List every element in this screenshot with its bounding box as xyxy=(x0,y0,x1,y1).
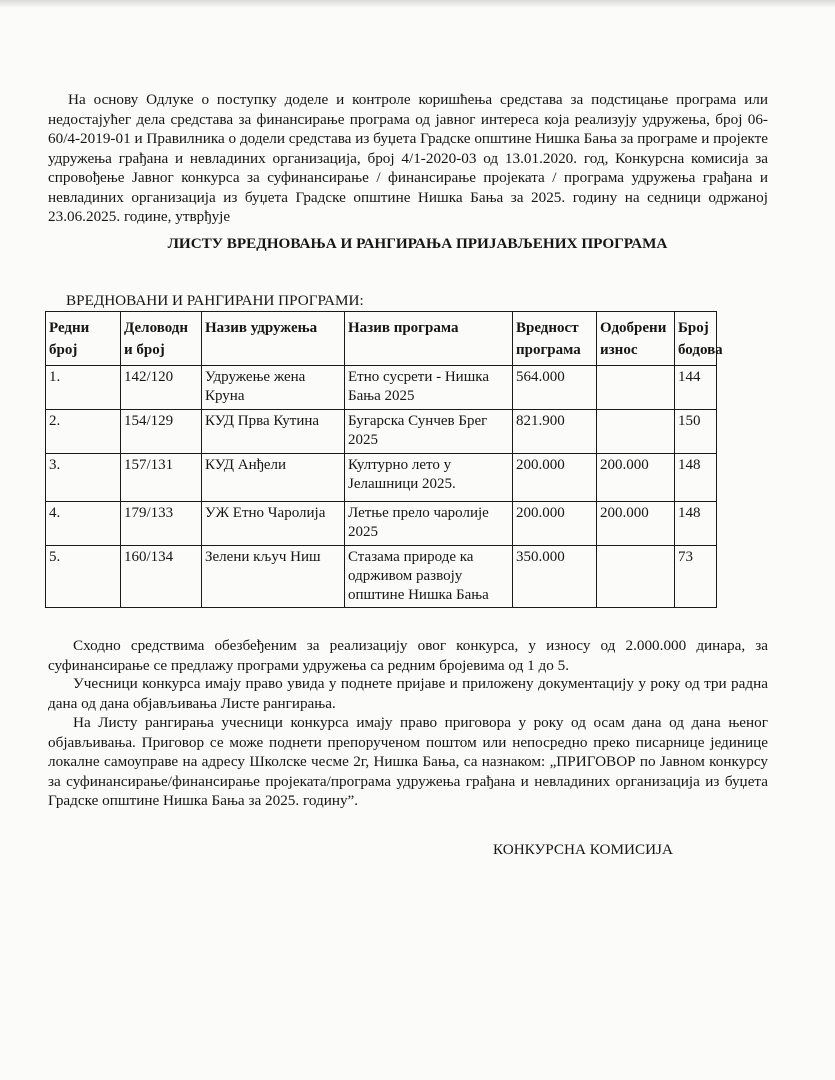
header-approved-amount: Одобрени износ xyxy=(597,312,675,366)
cell-reference-number: 160/134 xyxy=(121,546,202,608)
cell-program-value: 350.000 xyxy=(513,546,597,608)
cell-approved-amount xyxy=(597,366,675,410)
cell-points: 150 xyxy=(675,410,717,454)
intro-paragraph: На основу Одлуке о поступку доделе и контроле коришћења средстава за подстицање програма или недостајућег дела средстава за финансирање програма од јавног интереса која реализују удружења, број 06-60/4-2019-01 и Правилника о додели средстава из буџета Градске општине Нишка Бања за програме и пројекте удружења грађана и невладиних организација, број 4/1-2020-03 од 13.01.2020. год, Конкурсна комисија за спровођење Јавног конкурса за суфинансирање / финансирање пројеката / програма удружења грађана и невладиних организација из буџета Градске општине Нишка Бања за 2025. годину на седници одржаној 23.06.2025. године, утврђује xyxy=(48,91,768,225)
cell-rank: 5. xyxy=(46,546,121,608)
table-row xyxy=(46,410,717,454)
cell-program-value: 564.000 xyxy=(513,366,597,410)
scan-edge xyxy=(0,0,835,8)
cell-association-name: КУД Анђели xyxy=(202,454,345,502)
inspection-rights-paragraph: Учесници конкурса имају право увида у поднете пријаве и приложену документацију у року од три радна дана од дана објављивања Листе рангирања. xyxy=(48,675,768,712)
cell-points: 148 xyxy=(675,454,717,502)
header-program-name: Назив програма xyxy=(345,312,513,366)
cell-program-name: Стазама природе ка одрживом развоју општине Нишка Бања xyxy=(345,546,513,608)
table-subtitle: ВРЕДНОВАНИ И РАНГИРАНИ ПРОГРАМИ: xyxy=(66,292,364,309)
funding-paragraph: Сходно средствима обезбеђеним за реализацију овог конкурса, у износу од 2.000.000 динара, за суфинансирање се предлажу програми удружења са редним бројевима од 1 до 5. xyxy=(48,637,768,674)
cell-program-value: 821.900 xyxy=(513,410,597,454)
cell-program-name: Летње прело чаролије 2025 xyxy=(345,502,513,546)
header-reference-number: Деловодн и број xyxy=(121,312,202,366)
table-row xyxy=(46,502,717,546)
cell-rank: 2. xyxy=(46,410,121,454)
cell-approved-amount xyxy=(597,546,675,608)
objection-paragraph: На Листу рангирања учесници конкурса имају право приговора у року од осам дана од дана њеног објављивања. Приговор се може поднети препорученом поштом или непосредно преко писарнице јединице локалне самоуправе на адресу Школске чесме 2г, Нишка Бања, са назнаком: „ПРИГОВОР по Јавном конкурсу за суфинансирање/финансирање пројеката/програма удружења грађана и невладиних организација из буџета Градске општине Нишка Бања за 2025. годину”. xyxy=(48,714,768,809)
cell-program-value: 200.000 xyxy=(513,454,597,502)
header-program-value: Вредност програма xyxy=(513,312,597,366)
cell-reference-number: 142/120 xyxy=(121,366,202,410)
table-header-row xyxy=(46,312,717,366)
cell-approved-amount: 200.000 xyxy=(597,502,675,546)
cell-approved-amount: 200.000 xyxy=(597,454,675,502)
cell-association-name: Зелени кључ Ниш xyxy=(202,546,345,608)
programs-table xyxy=(45,311,723,608)
cell-points: 148 xyxy=(675,502,717,546)
document-title: ЛИСТУ ВРЕДНОВАЊА И РАНГИРАЊА ПРИЈАВЉЕНИХ ПРОГРАМА xyxy=(167,235,668,252)
cell-association-name: УЖ Етно Чаролија xyxy=(202,502,345,546)
table-row xyxy=(46,546,717,608)
cell-rank: 3. xyxy=(46,454,121,502)
signature-committee: КОНКУРСНА КОМИСИЈА xyxy=(493,841,673,858)
cell-points: 144 xyxy=(675,366,717,410)
table-row xyxy=(46,454,717,502)
cell-association-name: КУД Прва Кутина xyxy=(202,410,345,454)
cell-program-name: Културно лето у Јелашници 2025. xyxy=(345,454,513,502)
cell-reference-number: 179/133 xyxy=(121,502,202,546)
cell-rank: 4. xyxy=(46,502,121,546)
cell-rank: 1. xyxy=(46,366,121,410)
cell-program-name: Бугарска Сунчев Брег 2025 xyxy=(345,410,513,454)
table-row xyxy=(46,366,717,410)
header-rank: Редни број xyxy=(46,312,121,366)
header-points: Број бодова xyxy=(675,312,717,366)
cell-program-name: Етно сусрети - Нишка Бања 2025 xyxy=(345,366,513,410)
cell-reference-number: 154/129 xyxy=(121,410,202,454)
cell-approved-amount xyxy=(597,410,675,454)
cell-program-value: 200.000 xyxy=(513,502,597,546)
cell-association-name: Удружење жена Круна xyxy=(202,366,345,410)
cell-points: 73 xyxy=(675,546,717,608)
header-association-name: Назив удружења xyxy=(202,312,345,366)
cell-reference-number: 157/131 xyxy=(121,454,202,502)
